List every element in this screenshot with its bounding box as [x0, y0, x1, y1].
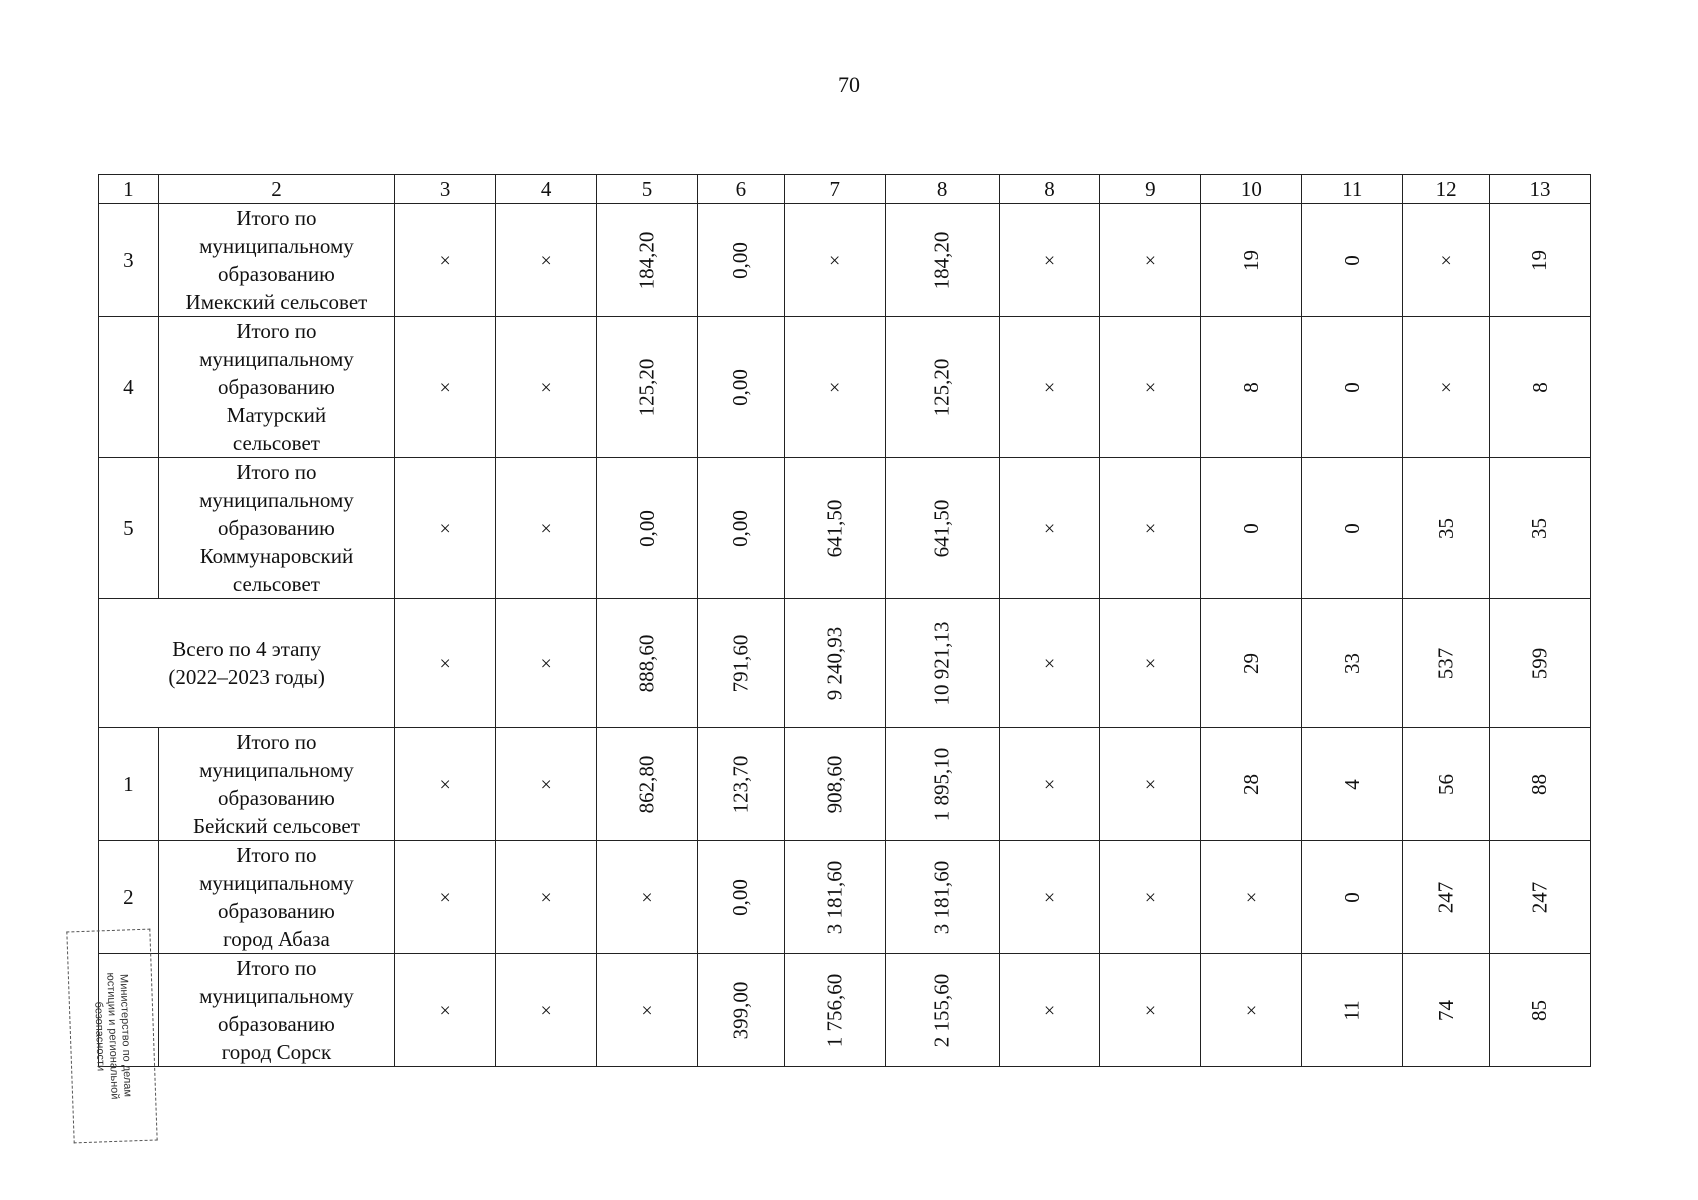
cell-c13: 8	[1489, 317, 1590, 458]
cell-c13: 85	[1489, 954, 1590, 1067]
cell-c8: 2 155,60	[885, 954, 999, 1067]
header-cell: 2	[158, 175, 395, 204]
cell-c13: 19	[1489, 204, 1590, 317]
cell-c11: 0	[1302, 458, 1403, 599]
municipality-name: Итого по муниципальному образованию Коммунаровский сельсовет	[158, 458, 395, 599]
header-cell: 12	[1403, 175, 1490, 204]
cell-c4: ×	[496, 841, 597, 954]
cell-c6: 791,60	[697, 599, 784, 728]
cell-c8b: ×	[999, 954, 1100, 1067]
cell-c9: ×	[1100, 599, 1201, 728]
header-cell: 13	[1489, 175, 1590, 204]
cell-c8: 10 921,13	[885, 599, 999, 728]
cell-c5: 888,60	[597, 599, 698, 728]
cell-c3: ×	[395, 599, 496, 728]
cell-c3: ×	[395, 841, 496, 954]
cell-c10: ×	[1201, 954, 1302, 1067]
total-row	[99, 599, 1591, 728]
row-number: 5	[99, 458, 159, 599]
cell-c12: 537	[1403, 599, 1490, 728]
cell-c13: 599	[1489, 599, 1590, 728]
cell-c9: ×	[1100, 317, 1201, 458]
cell-c11: 33	[1302, 599, 1403, 728]
table-row	[99, 458, 1591, 599]
header-cell: 3	[395, 175, 496, 204]
cell-c4: ×	[496, 458, 597, 599]
header-cell: 11	[1302, 175, 1403, 204]
header-cell: 5	[597, 175, 698, 204]
table-row	[99, 841, 1591, 954]
cell-c5: ×	[597, 954, 698, 1067]
cell-c10: 19	[1201, 204, 1302, 317]
cell-c8: 1 895,10	[885, 728, 999, 841]
cell-c5: 0,00	[597, 458, 698, 599]
cell-c12: 74	[1403, 954, 1490, 1067]
cell-c4: ×	[496, 317, 597, 458]
cell-c8b: ×	[999, 841, 1100, 954]
cell-c13: 88	[1489, 728, 1590, 841]
row-number: 2	[99, 841, 159, 954]
cell-c9: ×	[1100, 204, 1201, 317]
cell-c9: ×	[1100, 841, 1201, 954]
municipality-name: Итого по муниципальному образованию Бейский сельсовет	[158, 728, 395, 841]
cell-c11: 11	[1302, 954, 1403, 1067]
municipality-name: Итого по муниципальному образованию Матурский сельсовет	[158, 317, 395, 458]
cell-c4: ×	[496, 204, 597, 317]
header-cell: 7	[784, 175, 885, 204]
header-cell: 4	[496, 175, 597, 204]
stamp-text: Министерство по делам юстиции и региональной безопасности	[92, 972, 134, 1100]
cell-c5: ×	[597, 841, 698, 954]
cell-c6: 0,00	[697, 841, 784, 954]
header-cell: 8	[885, 175, 999, 204]
header-cell: 10	[1201, 175, 1302, 204]
cell-c5: 862,80	[597, 728, 698, 841]
cell-c6: 123,70	[697, 728, 784, 841]
cell-c3: ×	[395, 204, 496, 317]
cell-c6: 399,00	[697, 954, 784, 1067]
cell-c11: 0	[1302, 204, 1403, 317]
cell-c5: 125,20	[597, 317, 698, 458]
total-label: Всего по 4 этапу (2022–2023 годы)	[99, 599, 395, 728]
cell-c3: ×	[395, 317, 496, 458]
cell-c8b: ×	[999, 317, 1100, 458]
cell-c7: ×	[784, 317, 885, 458]
cell-c6: 0,00	[697, 458, 784, 599]
cell-c10: 0	[1201, 458, 1302, 599]
cell-c8: 641,50	[885, 458, 999, 599]
cell-c7: 1 756,60	[784, 954, 885, 1067]
page-number: 70	[838, 72, 860, 97]
cell-c7: 9 240,93	[784, 599, 885, 728]
table-row	[99, 317, 1591, 458]
cell-c13: 35	[1489, 458, 1590, 599]
cell-c3: ×	[395, 728, 496, 841]
municipality-name: Итого по муниципальному образованию город Сорск	[158, 954, 395, 1067]
cell-c4: ×	[496, 954, 597, 1067]
cell-c4: ×	[496, 728, 597, 841]
cell-c8b: ×	[999, 728, 1100, 841]
cell-c8b: ×	[999, 458, 1100, 599]
cell-c8b: ×	[999, 599, 1100, 728]
cell-c11: 0	[1302, 317, 1403, 458]
cell-c11: 4	[1302, 728, 1403, 841]
cell-c4: ×	[496, 599, 597, 728]
header-cell: 6	[697, 175, 784, 204]
cell-c8: 184,20	[885, 204, 999, 317]
cell-c7: 641,50	[784, 458, 885, 599]
cell-c11: 0	[1302, 841, 1403, 954]
data-table	[98, 174, 1591, 1067]
cell-c12: 35	[1403, 458, 1490, 599]
cell-c10: ×	[1201, 841, 1302, 954]
cell-c9: ×	[1100, 728, 1201, 841]
cell-c12: ×	[1403, 204, 1490, 317]
cell-c9: ×	[1100, 954, 1201, 1067]
cell-c8: 3 181,60	[885, 841, 999, 954]
cell-c3: ×	[395, 954, 496, 1067]
row-number: 1	[99, 728, 159, 841]
table-row	[99, 204, 1591, 317]
cell-c5: 184,20	[597, 204, 698, 317]
official-stamp	[66, 929, 157, 1144]
cell-c12: 56	[1403, 728, 1490, 841]
cell-c10: 29	[1201, 599, 1302, 728]
table-row	[99, 728, 1591, 841]
cell-c7: 3 181,60	[784, 841, 885, 954]
municipality-name: Итого по муниципальному образованию Имекский сельсовет	[158, 204, 395, 317]
cell-c12: ×	[1403, 317, 1490, 458]
municipality-name: Итого по муниципальному образованию город Абаза	[158, 841, 395, 954]
cell-c13: 247	[1489, 841, 1590, 954]
cell-c6: 0,00	[697, 204, 784, 317]
cell-c6: 0,00	[697, 317, 784, 458]
header-cell: 1	[99, 175, 159, 204]
cell-c8b: ×	[999, 204, 1100, 317]
row-number: 3	[99, 204, 159, 317]
cell-c8: 125,20	[885, 317, 999, 458]
cell-c3: ×	[395, 458, 496, 599]
header-cell: 8	[999, 175, 1100, 204]
cell-c7: ×	[784, 204, 885, 317]
cell-c10: 28	[1201, 728, 1302, 841]
cell-c7: 908,60	[784, 728, 885, 841]
cell-c10: 8	[1201, 317, 1302, 458]
cell-c9: ×	[1100, 458, 1201, 599]
row-number: 4	[99, 317, 159, 458]
table-row	[99, 954, 1591, 1067]
header-row	[99, 175, 1591, 204]
cell-c12: 247	[1403, 841, 1490, 954]
header-cell: 9	[1100, 175, 1201, 204]
